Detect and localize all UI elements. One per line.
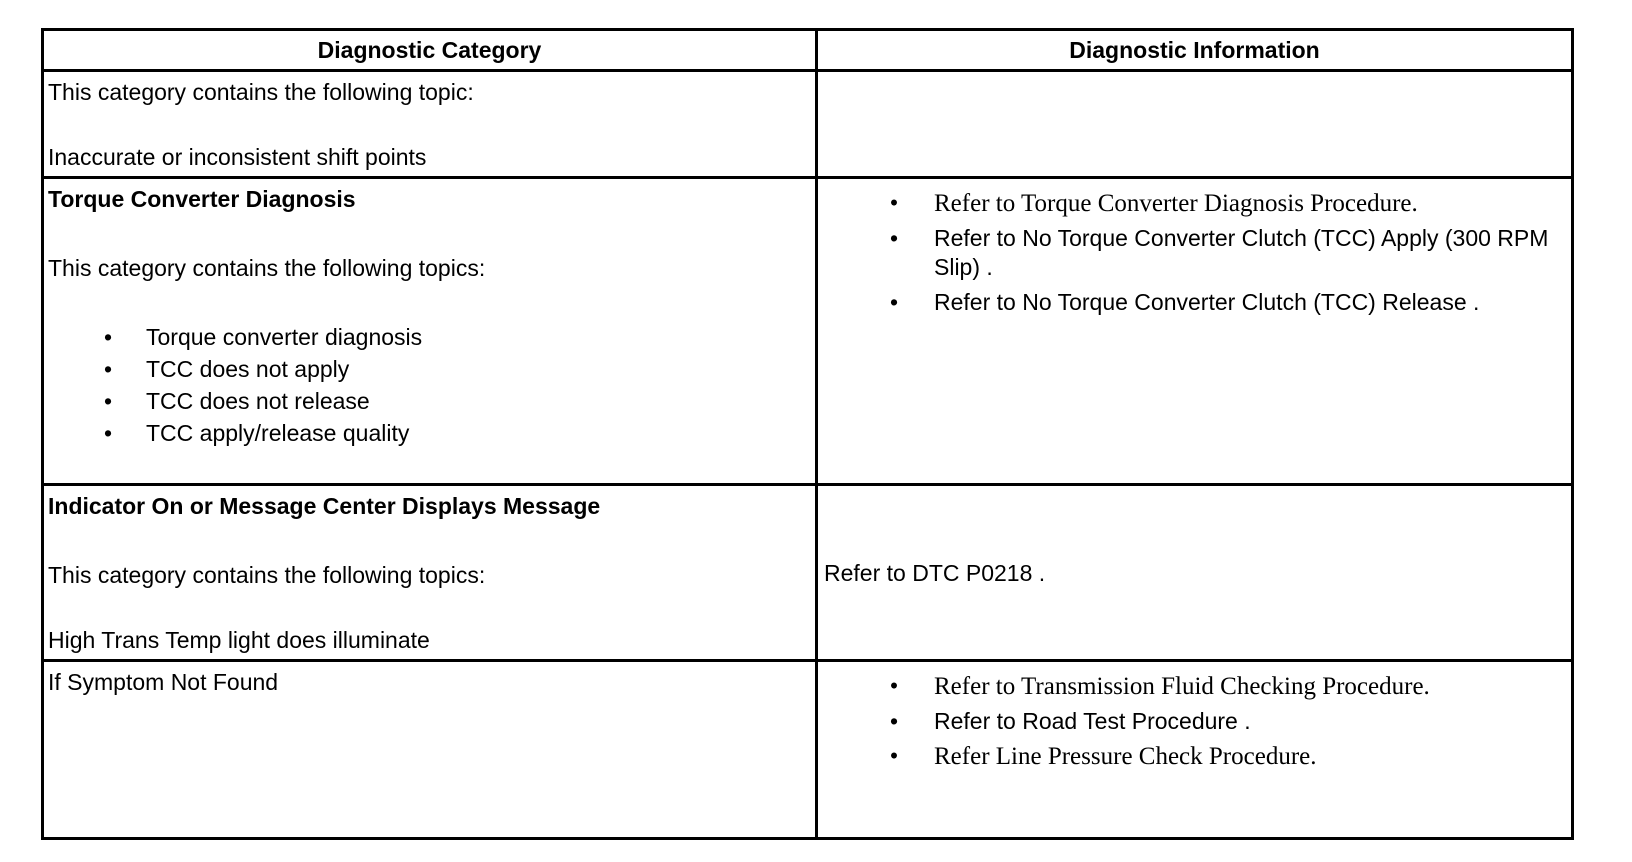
- category-intro: This category contains the following topics:: [48, 255, 486, 281]
- information-cell: [817, 661, 1573, 839]
- information-cell: [817, 71, 1573, 178]
- table-row: [43, 485, 1573, 661]
- bullet-icon: •: [889, 708, 899, 734]
- header-diagnostic-information: Diagnostic Information: [817, 30, 1573, 71]
- list-item: • Refer to No Torque Converter Clutch (TCC) Release .: [884, 288, 1567, 317]
- bullet-icon: •: [889, 673, 899, 700]
- list-item: • Refer to Transmission Fluid Checking Procedure.: [884, 672, 1567, 701]
- list-item: • Refer to Torque Converter Diagnosis Procedure.: [884, 189, 1567, 218]
- information-list: [824, 672, 1567, 771]
- category-title: Torque Converter Diagnosis: [48, 186, 356, 212]
- list-item: • TCC does not apply: [98, 355, 811, 384]
- list-item: • Refer to Road Test Procedure .: [884, 707, 1567, 736]
- list-item: • TCC does not release: [98, 387, 811, 416]
- category-cell: [43, 178, 817, 485]
- bullet-icon: •: [889, 225, 899, 251]
- bullet-icon: •: [889, 289, 899, 315]
- bullet-icon: •: [889, 190, 899, 217]
- category-topic: High Trans Temp light does illuminate: [48, 627, 430, 653]
- bullet-icon: •: [103, 388, 113, 414]
- bullet-icon: •: [103, 356, 113, 382]
- information-cell: [817, 178, 1573, 485]
- topic-list: [48, 323, 811, 448]
- list-item: • Refer Line Pressure Check Procedure.: [884, 742, 1567, 771]
- list-item: • Refer to No Torque Converter Clutch (TCC) Apply (300 RPM Slip) .: [884, 224, 1567, 282]
- bullet-icon: •: [103, 420, 113, 446]
- list-item: • Torque converter diagnosis: [98, 323, 811, 352]
- category-topic: Inaccurate or inconsistent shift points: [48, 144, 427, 170]
- header-diagnostic-category: Diagnostic Category: [43, 30, 817, 71]
- category-cell: [43, 485, 817, 661]
- category-title: If Symptom Not Found: [48, 669, 279, 695]
- list-item: • TCC apply/release quality: [98, 419, 811, 448]
- bullet-icon: •: [103, 324, 113, 350]
- header-row: [43, 30, 1573, 71]
- bullet-icon: •: [889, 743, 899, 770]
- information-cell: [817, 485, 1573, 661]
- category-cell: [43, 71, 817, 178]
- category-intro: This category contains the following topics:: [48, 562, 486, 588]
- table-row: [43, 178, 1573, 485]
- category-cell: [43, 661, 817, 839]
- information-list: [824, 189, 1567, 317]
- information-text: Refer to DTC P0218 .: [824, 560, 1046, 586]
- table-row: [43, 661, 1573, 839]
- table-row: [43, 71, 1573, 178]
- diagnostic-table: [41, 28, 1574, 840]
- category-title: Indicator On or Message Center Displays Message: [48, 493, 601, 519]
- category-intro: This category contains the following topic:: [48, 79, 474, 105]
